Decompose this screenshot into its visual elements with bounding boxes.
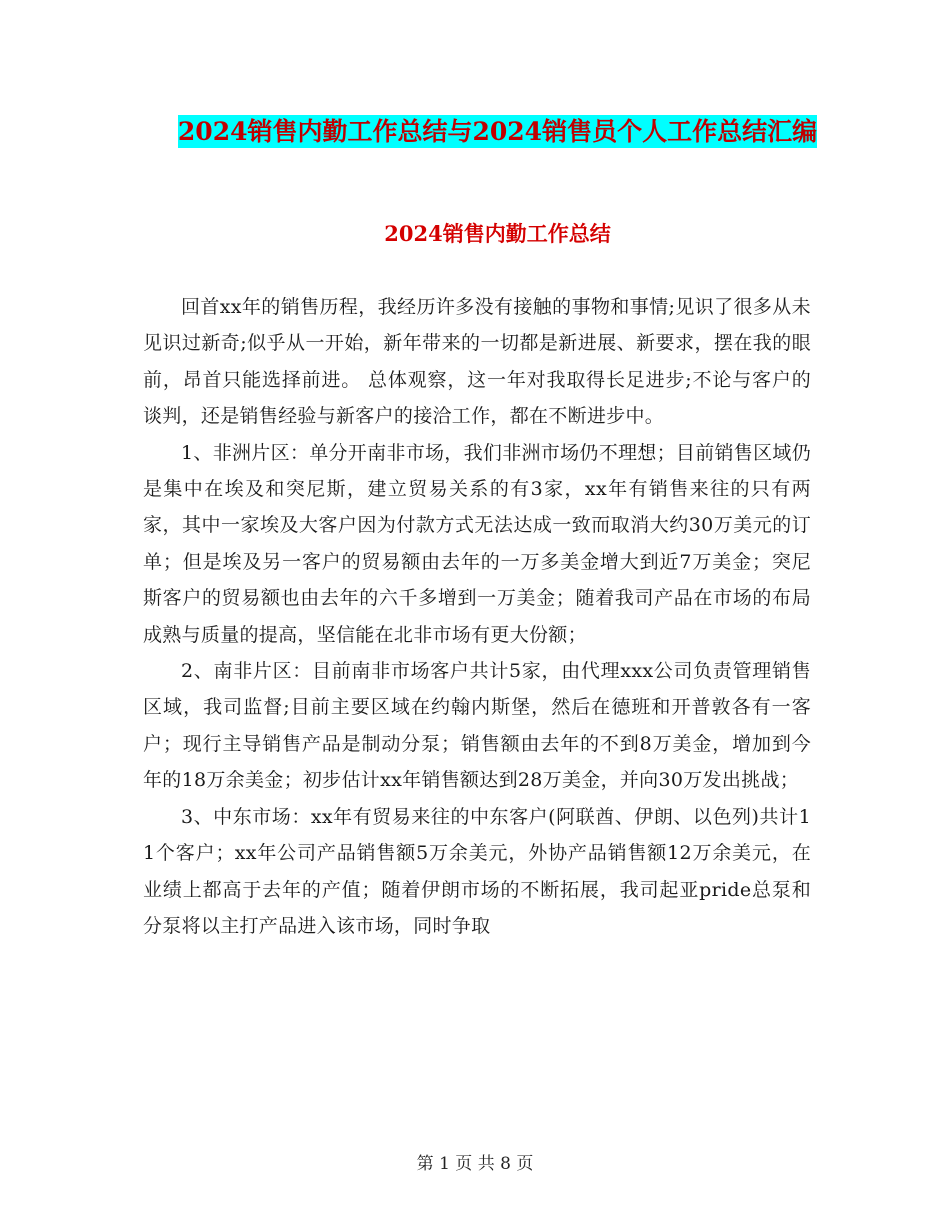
body-paragraph: 1、非洲片区：单分开南非市场，我们非洲市场仍不理想；目前销售区域仍是集中在埃及和突尼斯，建立贸易关系的有3家，xx年有销售来往的只有两家，其中一家埃及大客户因为付款方式无法达成一致而取消大约30万美元的订单；但是埃及另一客户的贸易额由去年的一万多美金增大到近7万美金；突尼斯客户的贸易额也由去年的六千多增到一万美金；随着我司产品在市场的布局成熟与质量的提高，坚信能在北非市场有更大份额； [143, 441, 811, 646]
document-title-text: 2024销售内勤工作总结与2024销售员个人工作总结汇编 [177, 117, 818, 146]
page-footer: 第 1 页 共 8 页 [416, 1154, 534, 1174]
body-paragraph: 2、南非片区：目前南非市场客户共计5家，由代理xxx公司负责管理销售区域，我司监督;目前主要区域在约翰内斯堡，然后在德班和开普敦各有一客户；现行主导销售产品是制动分泵；销售额由去年的不到8万美金，增加到今年的18万余美金；初步估计xx年销售额达到28万美金，并向30万发出挑战； [143, 660, 811, 792]
section-title: 2024销售内勤工作总结 [384, 221, 611, 246]
body-paragraph: 3、中东市场：xx年有贸易来往的中东客户(阿联酋、伊朗、以色列)共计11个客户；xx年公司产品销售额5万余美元，外协产品销售额12万余美元，在业绩上都高于去年的产值；随着伊朗市场的不断拓展，我司起亚pride总泵和分泵将以主打产品进入该市场，同时争取 [143, 805, 811, 937]
document-title [140, 112, 855, 152]
document-body [143, 289, 811, 944]
body-paragraph: 回首xx年的销售历程，我经历许多没有接触的事物和事情;见识了很多从未见识过新奇;似乎从一开始，新年带来的一切都是新进展、新要求，摆在我的眼前，昂首只能选择前进。 总体观察，这一年对我取得长足进步;不论与客户的谈判，还是销售经验与新客户的接洽工作，都在不断进步中。 [143, 296, 811, 428]
